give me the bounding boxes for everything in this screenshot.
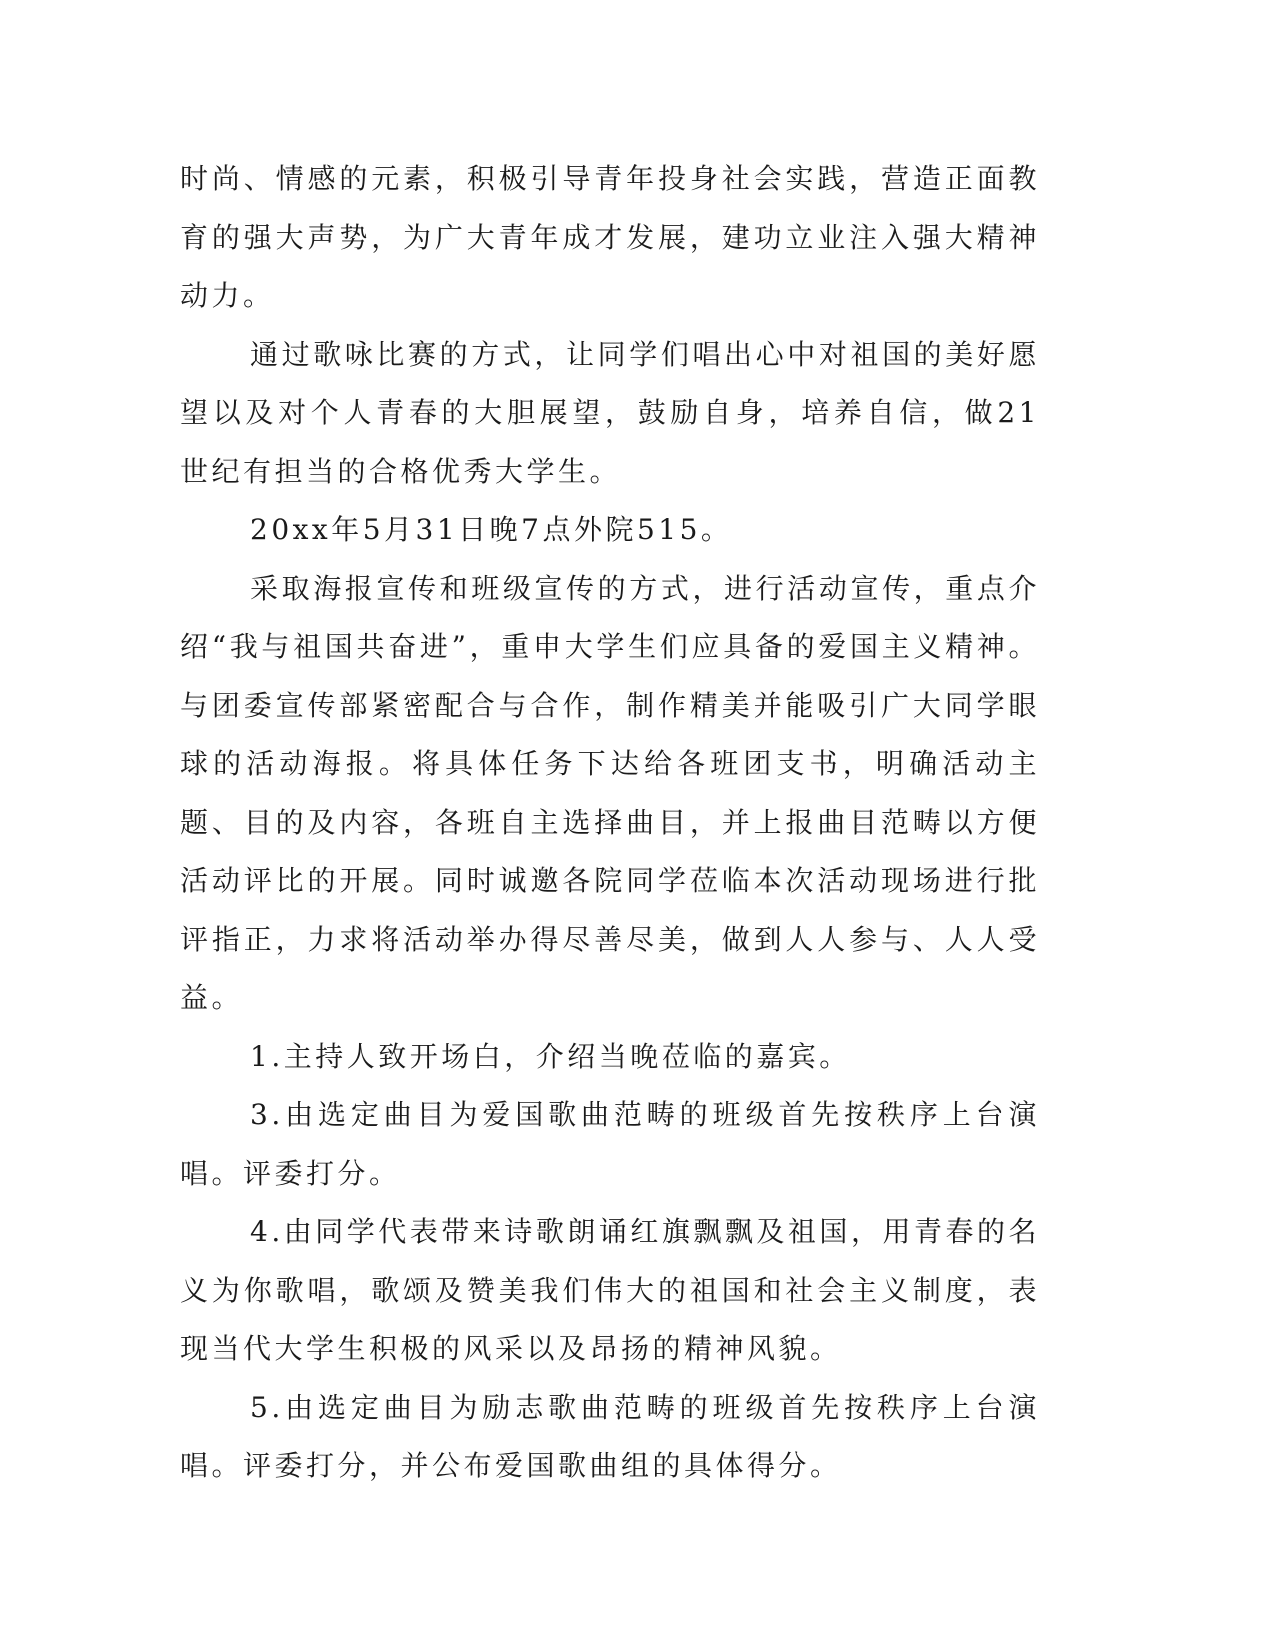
paragraph-2: 通过歌咏比赛的方式，让同学们唱出心中对祖国的美好愿望以及对个人青春的大胆展望，鼓励自身，培养自信，做21世纪有担当的合格优秀大学生。 xyxy=(180,337,1040,488)
paragraph-1: 时尚、情感的元素，积极引导青年投身社会实践，营造正面教育的强大声势，为广大青年成才发展，建功立业注入强大精神动力。 xyxy=(180,162,1040,312)
paragraph-8: 5.由选定曲目为励志歌曲范畴的班级首先按秩序上台演唱。评委打分，并公布爱国歌曲组的具体得分。 xyxy=(180,1390,1040,1482)
paragraph-6: 3.由选定曲目为爱国歌曲范畴的班级首先按秩序上台演唱。评委打分。 xyxy=(180,1098,1040,1190)
paragraph-3: 20xx年5月31日晚7点外院515。 xyxy=(250,513,733,546)
document-body xyxy=(180,150,1040,1496)
paragraph-5: 1.主持人致开场白，介绍当晚莅临的嘉宾。 xyxy=(250,1039,851,1073)
paragraph-4: 采取海报宣传和班级宣传的方式，进行活动宣传，重点介绍“我与祖国共奋进”，重申大学生们应具备的爱国主义精神。与团委宣传部紧密配合与合作，制作精美并能吸引广大同学眼球的活动海报。将具体任务下达给各班团支书，明确活动主题、目的及内容，各班自主选择曲目，并上报曲目范畴以方便活动评比的开展。同时诚邀各院同学莅临本次活动现场进行批评指正，力求将活动举办得尽善尽美，做到人人参与、人人受益。 xyxy=(180,571,1040,1014)
paragraph-7: 4.由同学代表带来诗歌朗诵红旗飘飘及祖国，用青春的名义为你歌唱，歌颂及赞美我们伟大的祖国和社会主义制度，表现当代大学生积极的风采以及昂扬的精神风貌。 xyxy=(180,1215,1040,1365)
